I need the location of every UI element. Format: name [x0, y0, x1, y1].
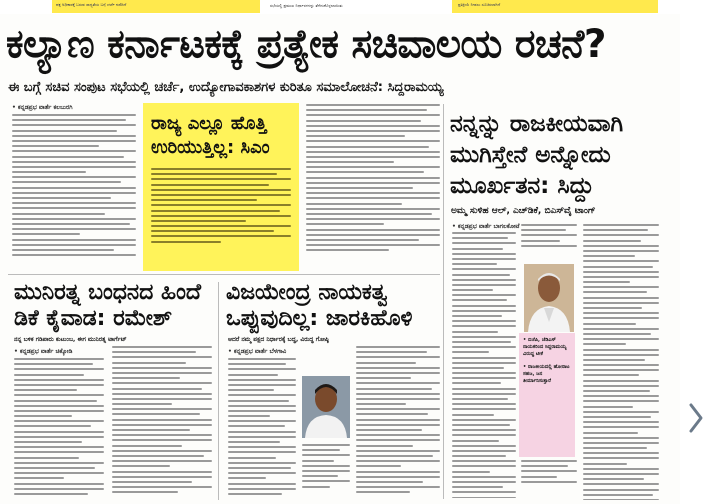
- story2-headline-line1: ಮುನಿರತ್ನ ಬಂಧನದ ಹಿಂದೆ: [14, 280, 201, 305]
- right-story-subheadline: ಅಮ್ಮ ಸುಳಿಹ ಆಲ್, ಎಚ್‌ಡಿಕೆ, ಬಿಎಸ್‌ವೈ ಟಾಂಗ್: [451, 206, 596, 216]
- main-subheadline: ಈ ಬಗ್ಗೆ ಸಚಿವ ಸಂಪುಟ ಸಭೆಯಲ್ಲಿ ಚರ್ಚೆ, ಉದ್ಯೋಗಾವಕಾಶಗಳ ಕುರಿತೂ ಸಮಾಲೋಚನೆ: ಸಿದ್ದರಾಮಯ್ಯ: [8, 80, 444, 95]
- column-separator: [443, 104, 444, 499]
- right-story-headline: ನನ್ನನ್ನು ರಾಜಕೀಯವಾಗಿ ಮುಗಿಸ್ತೇನೆ ಅನ್ನೋದು ಮೂರ್ಖತನ: ಸಿದ್ದು: [450, 111, 624, 199]
- story2-subheadline: ನನ್ನ ಬಳಿಕ ಗಡಿಪಾರು ಕುಟುಂಬ, ಈಗ ಮುನಿರತ್ನ ಟಾರ್ಗೆಟ್: [14, 336, 127, 343]
- story3-photo: [302, 376, 350, 438]
- top-strip-right-box: [452, 0, 658, 13]
- highlight-body: [151, 168, 291, 266]
- person-photo-icon: [302, 376, 350, 438]
- callout-point-1: • ಬಿಜೆಪಿ, ಜೆಡಿಎಸ್ ನಾಯಕರಿಂದ ಸಿದ್ದರಾಮಯ್ಯ ವಿರುದ್ಧ ಟೀಕೆ: [523, 337, 567, 357]
- top-strip-right-text: ಪ್ರತಿಕ್ರಿಯೆ ನೀಡಲು ಸೂಚಿಸಲಾಗಿದೆ: [458, 2, 501, 7]
- story2-body-col-1: [14, 358, 104, 500]
- story2-byline: • ಕನ್ನಡಪ್ರಭ ವಾರ್ತೆ ಚಿಕ್ಕೋಡಿ: [14, 348, 73, 355]
- right-story-byline: • ಕನ್ನಡಪ್ರಭ ವಾರ್ತೆ ಬಾಗಲಕೋಟೆ: [452, 223, 520, 230]
- story-separator: [218, 282, 219, 500]
- story3-body-col-1: [228, 358, 296, 500]
- story2-headline-line2: ಡಿಕೆ ಕೈವಾಡ: ರಮೇಶ್: [14, 306, 173, 331]
- top-strip-left-box: [52, 0, 260, 13]
- main-byline: • ಕನ್ನಡಪ್ರಭ ವಾರ್ತೆ ಕಲಬುರಗಿ: [12, 104, 73, 111]
- story3-byline: • ಕನ್ನಡಪ್ರಭ ವಾರ್ತೆ ಬೆಳಗಾವಿ: [228, 348, 287, 355]
- right-story-callout: [519, 333, 575, 457]
- right-story-body-col-1: [452, 232, 516, 498]
- story3-headline-line1: ವಿಜಯೇಂದ್ರ ನಾಯಕತ್ವ: [226, 280, 388, 305]
- highlight-headline: ರಾಜ್ಯ ಎಲ್ಲೂ ಹೊತ್ತಿ ಉರಿಯುತ್ತಿಲ್ಲ: ಸಿಎಂ: [151, 113, 270, 158]
- main-headline: ಕಲ್ಯಾಣ ಕರ್ನಾಟಕಕ್ಕೆ ಪ್ರತ್ಯೇಕ ಸಚಿವಾಲಯ ರಚನೆ?: [6, 22, 606, 67]
- top-strip-middle-text: ಸಭೆಯಲ್ಲಿ ಪ್ರಮುಖ ನಿರ್ಧಾರಗಳನ್ನು ತೆಗೆದುಕೊಳ್ಳಲಾಯಿತು: [270, 3, 343, 8]
- story2-body-col-2: [112, 346, 212, 500]
- right-story-body-col-3: [583, 224, 659, 500]
- right-story-photo: [524, 264, 574, 332]
- chevron-right-icon: [688, 402, 704, 434]
- right-story-body-col-2-top: [521, 224, 577, 264]
- top-strip-left-text: ಪಕ್ಷ ಅಧಿಕಾರಕ್ಕೆ ಬರುವ ಸಾಧ್ಯತೆಯ ಬಗ್ಗೆ ಚರ್ಚೆ ನಡೆದಿದೆ: [56, 2, 127, 7]
- section-separator: [8, 274, 440, 275]
- story3-body-col-2-bottom: [302, 444, 350, 500]
- person-photo-icon: [524, 264, 574, 332]
- next-page-button[interactable]: [688, 402, 704, 440]
- callout-point-2: • ರಾಜಕೀಯದಲ್ಲಿ ಹೋರಾಟ ಸಹಜ, ಜನ ತೀರ್ಮಾನಿಸುತ್ತಾರೆ: [523, 364, 570, 384]
- story3-subheadline: ಆದರೆ ನಮ್ಮ ಪಕ್ಷದ ನಿರ್ಧಾರಕ್ಕೆ ಬದ್ಧ, ವಿರುದ್ಧ ಗೋಷ್ಠಿ: [228, 336, 329, 343]
- main-body-col-3: [306, 104, 440, 264]
- main-body-col-1: [12, 114, 136, 264]
- story3-body-col-3: [356, 346, 440, 500]
- story3-headline-line2: ಒಪ್ಪುವುದಿಲ್ಲ: ಜಾರಕಿಹೊಳಿ: [226, 306, 413, 331]
- right-story-body-col-2-bottom: [521, 460, 577, 500]
